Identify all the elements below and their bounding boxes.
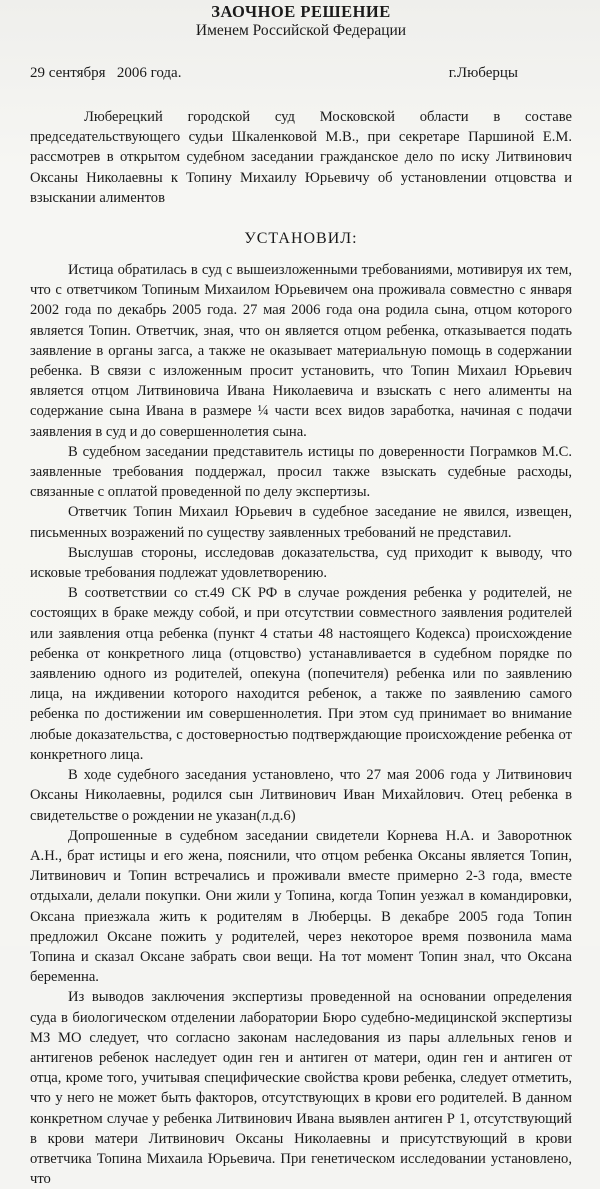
paragraph-birth: В ходе судебного заседания установлено, что 27 мая 2006 года у Литвинович Оксаны Николаевны, родился сын Литвинович Иван Михайлович. Отец ребенка в свидетельстве о рождении не указан(л.д.6)	[30, 767, 572, 824]
section-heading: УСТАНОВИЛ:	[244, 230, 358, 248]
document-date: 29 сентября 2006 года.	[30, 65, 182, 81]
paragraph-conclusion: Выслушав стороны, исследовав доказательства, суд приходит к выводу, что исковые требования подлежат удовлетворению.	[30, 544, 572, 582]
paragraph-claim: Истица обратилась в суд с вышеизложенными требованиями, мотивируя их тем, что с ответчиком Топиным Михаилом Юрьевичем она проживала совместно с января 2002 года по декабрь 2005 года. 27 мая 2006 года она родила сына, отцом которого является Топин. Ответчик, зная, что он является отцом ребенка, отказывается подать заявление в органы загса, а также не оказывает материальную помощь в содержании ребенка. В связи с изложенным просит установить, что Топин Михаил Юрьевич является отцом Литвиновича Ивана Николаевича и взыскать с него алименты на содержание сына Ивана в размере ¼ части всех видов заработка, начиная с подачи заявления в суд и до совершеннолетия сына.	[30, 262, 572, 440]
dateline	[30, 65, 572, 89]
paragraph-expertise: Из выводов заключения экспертизы проведенной на основании определения суда в биологическом отделении лаборатории Бюро судебно-медицинской экспертизы МЗ МО следует, что согласно законам наследования из пары аллельных генов и антигенов ребенок наследует один ген и антиген от матери, один ген и антиген от отца, кроме того, учитывая специфические свойства крови ребенка, следует отметить, что у него не может быть факторов, отсутствующих в крови его родителей. В данном конкретном случае у ребенка Литвинович Ивана выявлен антиген Р 1, отсутствующий в крови матери Литвинович Оксаны Николаевны и присутствующий в крови ответчика Топина Михаила Юрьевича. При генетическом исследовании установлено, что	[30, 989, 572, 1188]
document-subtitle: Именем Российской Федерации	[195, 22, 407, 39]
document-title: ЗАОЧНОЕ РЕШЕНИЕ	[211, 2, 391, 21]
paragraph-law: В соответствии со ст.49 СК РФ в случае рождения ребенка у родителей, не состоящих в браке между собой, и при отсутствии совместного заявления родителей или заявления отца ребенка (пункт 4 статьи 48 настоящего Кодекса) происхождение ребенка от конкретного лица (отцовство) устанавливается в судебном порядке по заявлению одного из родителей, опекуна (попечителя) ребенка или по заявлению лица, на иждивении которого находится ребенок, а также по заявлению самого ребенка по достижении им совершеннолетия. При этом суд принимает во внимание любые доказательства, с достоверностью подтверждающие происхождение ребенка от конкретного лица.	[30, 585, 572, 763]
paragraph-representative: В судебном заседании представитель истицы по доверенности Пограмков М.С. заявленные требования поддержал, просил также взыскать судебные расходы, связанные с оплатой проведенной по делу экспертизы.	[30, 443, 572, 501]
intro-paragraph: Люберецкий городской суд Московской области в составе председательствующего судьи Шкаленковой М.В., при секретаре Паршиной Е.М. рассмотрев в открытом судебном заседании гражданское дело по иску Литвинович Оксаны Николаевны к Топину Михаилу Юрьевичу об установлении отцовства и взыскании алиментов	[30, 109, 572, 206]
document-city: г.Люберцы	[448, 65, 518, 81]
paragraph-defendant: Ответчик Топин Михаил Юрьевич в судебное заседание не явился, извещен, письменных возражений по существу заявленных требований не представил.	[30, 504, 572, 541]
paragraph-witnesses: Допрошенные в судебном заседании свидетели Корнева Н.А. и Заворотнюк А.Н., брат истицы и его жена, пояснили, что отцом ребенка Оксаны является Топин, Литвинович и Топин встречались и проживали вместе примерно 2-3 года, вместе отдыхали, делали покупки. Они жили у Топина, когда Топин уезжал в командировки, Оксана приезжала жить к родителям в Люберцы. В декабре 2005 года Топин предложил Оксане пожить у родителей, через некоторое время позвонила мама Топина и сказал Оксане забрать свои вещи. На тот момент Топин знал, что Оксана беременна.	[30, 827, 572, 986]
